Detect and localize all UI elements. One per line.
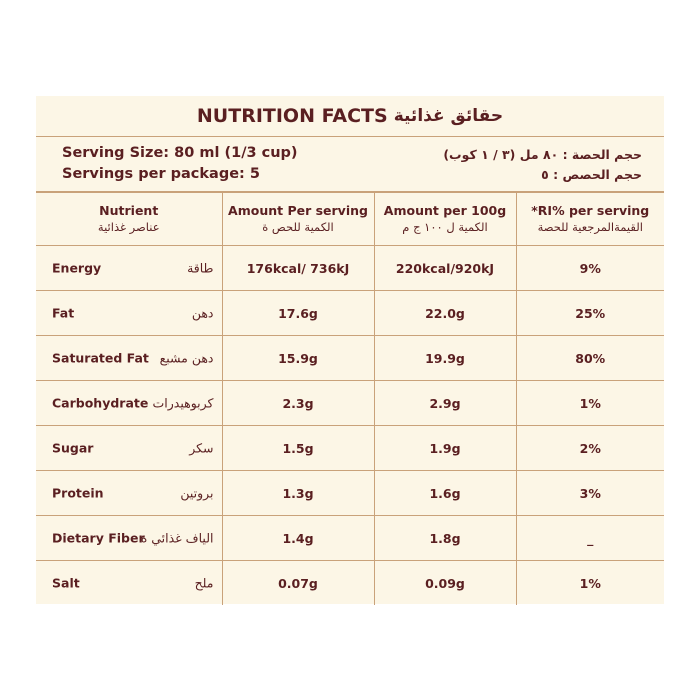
nutrition-table <box>36 192 664 605</box>
amount-per-100g: 2.9g <box>374 381 516 426</box>
nutrient-name-en: Sugar <box>52 440 94 456</box>
table-row <box>36 426 664 471</box>
amount-per-serving: 1.3g <box>222 471 374 516</box>
table-row <box>36 561 664 606</box>
servings-per-package-ar: حجم الحصص : ٥ <box>541 167 642 182</box>
ri-percent: 2% <box>516 426 664 471</box>
nutrient-name-en: Saturated Fat <box>52 350 149 366</box>
header-ar: الكمية ل ١٠٠ ج م <box>402 220 488 234</box>
nutrient-name-ar: دهن <box>191 305 214 321</box>
nutrient-name-en: Fat <box>52 305 75 321</box>
serving-size-ar: حجم الحصة : ٨٠ مل (٣ / ١ كوب) <box>443 147 642 162</box>
amount-per-serving: 17.6g <box>222 291 374 336</box>
ri-percent: 25% <box>516 291 664 336</box>
amount-per-serving: 0.07g <box>222 561 374 606</box>
nutrient-name-en: Energy <box>52 260 102 276</box>
nutrient-cell <box>36 426 222 471</box>
nutrient-cell <box>36 291 222 336</box>
header-nutrient <box>36 193 222 246</box>
nutrient-cell <box>36 561 222 606</box>
servings-per-package-en: Servings per package: 5 <box>62 166 260 182</box>
amount-per-serving: 176kcal/ 736kJ <box>222 246 374 291</box>
table-row <box>36 471 664 516</box>
header-ar: الكمية للحص ة <box>262 220 334 234</box>
header-ri-percent <box>516 193 664 246</box>
nutrient-name-en: Protein <box>52 485 104 501</box>
nutrient-name-ar: طاقة <box>187 260 214 276</box>
ri-percent: _ <box>516 516 664 561</box>
nutrient-name-ar: سكر <box>189 440 214 456</box>
table-row <box>36 291 664 336</box>
ri-percent: 1% <box>516 561 664 606</box>
nutrient-cell <box>36 471 222 516</box>
amount-per-100g: 220kcal/920kJ <box>374 246 516 291</box>
amount-per-100g: 0.09g <box>374 561 516 606</box>
serving-size-en: Serving Size: 80 ml (1/3 cup) <box>62 145 298 161</box>
nutrient-name-ar: بروتين <box>180 485 214 501</box>
nutrient-name-en: Salt <box>52 575 80 591</box>
amount-per-100g: 1.8g <box>374 516 516 561</box>
amount-per-100g: 1.9g <box>374 426 516 471</box>
amount-per-serving: 1.5g <box>222 426 374 471</box>
title-en: NUTRITION FACTS <box>196 105 388 127</box>
nutrient-name-en: Dietary Fiber <box>52 530 145 546</box>
nutrient-cell <box>36 516 222 561</box>
nutrient-name-en: Carbohydrate <box>52 395 149 411</box>
amount-per-serving: 2.3g <box>222 381 374 426</box>
table-row <box>36 516 664 561</box>
ri-percent: 9% <box>516 246 664 291</box>
table-row <box>36 381 664 426</box>
table-header-row <box>36 193 664 246</box>
nutrient-name-ar: الياف غذائي ة <box>140 530 214 546</box>
nutrient-cell <box>36 336 222 381</box>
ri-percent: 1% <box>516 381 664 426</box>
amount-per-serving: 15.9g <box>222 336 374 381</box>
nutrient-name-ar: ملح <box>194 575 214 591</box>
table-row <box>36 246 664 291</box>
table-row <box>36 336 664 381</box>
header-en: Amount Per serving <box>228 203 368 218</box>
amount-per-100g: 22.0g <box>374 291 516 336</box>
ri-percent: 80% <box>516 336 664 381</box>
nutrient-cell <box>36 381 222 426</box>
header-ar: القيمةالمرجعية للحصة <box>537 220 643 234</box>
header-amount-per-100g <box>374 193 516 246</box>
header-en: *RI% per serving <box>531 203 650 218</box>
serving-info <box>36 137 664 192</box>
amount-per-100g: 19.9g <box>374 336 516 381</box>
header-amount-per-serving <box>222 193 374 246</box>
title-ar: حقائق غذائية <box>393 106 504 126</box>
label-title <box>36 96 664 137</box>
nutrient-cell <box>36 246 222 291</box>
header-en: Nutrient <box>99 203 159 218</box>
amount-per-serving: 1.4g <box>222 516 374 561</box>
header-en: Amount per 100g <box>383 203 507 218</box>
amount-per-100g: 1.6g <box>374 471 516 516</box>
nutrient-name-ar: دهن مشبع <box>159 350 214 366</box>
header-ar: عناصر غذائية <box>97 220 160 234</box>
nutrient-name-ar: كربوهيدرات <box>152 395 214 411</box>
ri-percent: 3% <box>516 471 664 516</box>
